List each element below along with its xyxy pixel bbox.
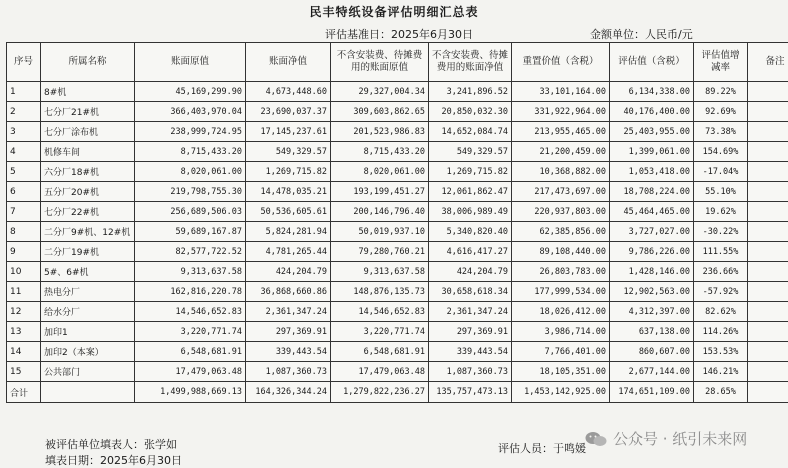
cell-replacement: 177,999,534.00 bbox=[512, 282, 610, 302]
table-row bbox=[7, 162, 788, 182]
cell-replacement: 331,922,964.00 bbox=[512, 102, 610, 122]
base-date: 评估基准日：2025年6月30日 bbox=[325, 28, 473, 41]
cell-rate: 92.69% bbox=[694, 102, 748, 122]
table-row bbox=[7, 82, 788, 102]
table-row bbox=[7, 222, 788, 242]
cell-remark bbox=[748, 322, 788, 342]
cell-excl-original: 14,546,652.83 bbox=[331, 302, 429, 322]
cell-replacement: 62,385,856.00 bbox=[512, 222, 610, 242]
cell-name: 8#机 bbox=[41, 82, 135, 102]
table-row bbox=[7, 122, 788, 142]
wechat-icon bbox=[585, 431, 607, 447]
cell-book-original: 366,403,970.04 bbox=[135, 102, 246, 122]
cell-replacement: 21,200,459.00 bbox=[512, 142, 610, 162]
total-appraised: 174,651,109.00 bbox=[610, 382, 694, 403]
cell-excl-original: 17,479,063.48 bbox=[331, 362, 429, 382]
cell-seq: 11 bbox=[7, 282, 41, 302]
cell-excl-net: 14,652,084.74 bbox=[429, 122, 512, 142]
cell-seq: 2 bbox=[7, 102, 41, 122]
cell-book-original: 8,020,061.00 bbox=[135, 162, 246, 182]
total-label: 合计 bbox=[7, 382, 41, 403]
cell-seq: 14 bbox=[7, 342, 41, 362]
header-seq: 序号 bbox=[7, 43, 41, 82]
cell-appraised: 860,607.00 bbox=[610, 342, 694, 362]
cell-excl-net: 424,204.79 bbox=[429, 262, 512, 282]
total-name-cell bbox=[41, 382, 135, 403]
cell-excl-net: 1,087,360.73 bbox=[429, 362, 512, 382]
cell-book-net: 549,329.57 bbox=[246, 142, 331, 162]
header-appraised: 评估值（含税） bbox=[610, 43, 694, 82]
valuation-table bbox=[6, 42, 788, 403]
cell-excl-net: 30,658,618.34 bbox=[429, 282, 512, 302]
cell-name: 二分厂9#机、12#机 bbox=[41, 222, 135, 242]
table-row bbox=[7, 282, 788, 302]
cell-book-net: 36,868,660.86 bbox=[246, 282, 331, 302]
cell-book-original: 59,689,167.87 bbox=[135, 222, 246, 242]
table-row bbox=[7, 322, 788, 342]
cell-book-original: 8,715,433.20 bbox=[135, 142, 246, 162]
cell-book-original: 162,816,220.78 bbox=[135, 282, 246, 302]
cell-replacement: 213,955,465.00 bbox=[512, 122, 610, 142]
header-excl-net: 不含安装费、待摊费用的账面净值 bbox=[429, 43, 512, 82]
cell-excl-net: 12,061,862.47 bbox=[429, 182, 512, 202]
cell-excl-net: 20,850,032.30 bbox=[429, 102, 512, 122]
cell-replacement: 3,986,714.00 bbox=[512, 322, 610, 342]
total-excl-original: 1,279,822,236.27 bbox=[331, 382, 429, 403]
cell-rate: 236.66% bbox=[694, 262, 748, 282]
currency-unit: 金额单位：人民币/元 bbox=[590, 28, 693, 41]
total-remark bbox=[748, 382, 788, 403]
cell-rate: 153.53% bbox=[694, 342, 748, 362]
cell-replacement: 10,368,882.00 bbox=[512, 162, 610, 182]
cell-remark bbox=[748, 222, 788, 242]
cell-excl-net: 4,616,417.27 bbox=[429, 242, 512, 262]
cell-appraised: 4,312,397.00 bbox=[610, 302, 694, 322]
cell-book-original: 3,220,771.74 bbox=[135, 322, 246, 342]
cell-appraised: 25,403,955.00 bbox=[610, 122, 694, 142]
cell-appraised: 45,464,465.00 bbox=[610, 202, 694, 222]
cell-rate: 55.10% bbox=[694, 182, 748, 202]
total-excl-net: 135,757,473.13 bbox=[429, 382, 512, 403]
table-row bbox=[7, 202, 788, 222]
cell-remark bbox=[748, 362, 788, 382]
table-row bbox=[7, 102, 788, 122]
cell-replacement: 217,473,697.00 bbox=[512, 182, 610, 202]
cell-remark bbox=[748, 102, 788, 122]
cell-excl-original: 8,020,061.00 bbox=[331, 162, 429, 182]
cell-seq: 4 bbox=[7, 142, 41, 162]
total-book-net: 164,326,344.24 bbox=[246, 382, 331, 403]
cell-remark bbox=[748, 162, 788, 182]
filler-label: 被评估单位填表人：张学如 bbox=[45, 438, 177, 451]
cell-excl-original: 9,313,637.58 bbox=[331, 262, 429, 282]
cell-appraised: 18,708,224.00 bbox=[610, 182, 694, 202]
cell-excl-net: 549,329.57 bbox=[429, 142, 512, 162]
cell-replacement: 26,803,783.00 bbox=[512, 262, 610, 282]
cell-remark bbox=[748, 282, 788, 302]
cell-excl-original: 309,603,862.65 bbox=[331, 102, 429, 122]
cell-seq: 12 bbox=[7, 302, 41, 322]
fill-date-label: 填表日期：2025年6月30日 bbox=[45, 454, 182, 467]
cell-book-net: 4,673,448.60 bbox=[246, 82, 331, 102]
cell-replacement: 7,766,401.00 bbox=[512, 342, 610, 362]
cell-name: 5#、6#机 bbox=[41, 262, 135, 282]
cell-excl-original: 201,523,986.83 bbox=[331, 122, 429, 142]
cell-remark bbox=[748, 342, 788, 362]
cell-excl-net: 339,443.54 bbox=[429, 342, 512, 362]
cell-seq: 15 bbox=[7, 362, 41, 382]
cell-rate: 146.21% bbox=[694, 362, 748, 382]
cell-remark bbox=[748, 202, 788, 222]
cell-remark bbox=[748, 82, 788, 102]
cell-appraised: 1,399,061.00 bbox=[610, 142, 694, 162]
cell-excl-net: 1,269,715.82 bbox=[429, 162, 512, 182]
table-row bbox=[7, 262, 788, 282]
header-change-rate: 评估值增减率 bbox=[694, 43, 748, 82]
cell-remark bbox=[748, 182, 788, 202]
cell-excl-net: 2,361,347.24 bbox=[429, 302, 512, 322]
cell-appraised: 12,902,563.00 bbox=[610, 282, 694, 302]
cell-appraised: 637,138.00 bbox=[610, 322, 694, 342]
cell-remark bbox=[748, 142, 788, 162]
cell-name: 六分厂18#机 bbox=[41, 162, 135, 182]
cell-appraised: 40,176,400.00 bbox=[610, 102, 694, 122]
cell-appraised: 6,134,338.00 bbox=[610, 82, 694, 102]
cell-replacement: 89,108,440.00 bbox=[512, 242, 610, 262]
cell-name: 热电分厂 bbox=[41, 282, 135, 302]
cell-excl-net: 3,241,896.52 bbox=[429, 82, 512, 102]
cell-book-original: 17,479,063.48 bbox=[135, 362, 246, 382]
cell-book-original: 238,999,724.95 bbox=[135, 122, 246, 142]
cell-book-original: 9,313,637.58 bbox=[135, 262, 246, 282]
cell-replacement: 33,101,164.00 bbox=[512, 82, 610, 102]
cell-rate: 111.55% bbox=[694, 242, 748, 262]
cell-excl-original: 193,199,451.27 bbox=[331, 182, 429, 202]
cell-book-original: 45,169,299.90 bbox=[135, 82, 246, 102]
total-replacement: 1,453,142,925.00 bbox=[512, 382, 610, 403]
table-row bbox=[7, 362, 788, 382]
cell-remark bbox=[748, 122, 788, 142]
cell-book-net: 2,361,347.24 bbox=[246, 302, 331, 322]
cell-book-net: 17,145,237.61 bbox=[246, 122, 331, 142]
cell-book-net: 4,781,265.44 bbox=[246, 242, 331, 262]
table-row bbox=[7, 142, 788, 162]
cell-book-original: 6,548,681.91 bbox=[135, 342, 246, 362]
cell-name: 给水分厂 bbox=[41, 302, 135, 322]
table-row bbox=[7, 182, 788, 202]
cell-appraised: 1,053,418.00 bbox=[610, 162, 694, 182]
cell-rate: -30.22% bbox=[694, 222, 748, 242]
page-title: 民丰特纸设备评估明细汇总表 bbox=[309, 5, 479, 19]
cell-excl-original: 3,220,771.74 bbox=[331, 322, 429, 342]
header-remark: 备注 bbox=[748, 43, 788, 82]
cell-name: 公共部门 bbox=[41, 362, 135, 382]
cell-replacement: 18,026,412.00 bbox=[512, 302, 610, 322]
cell-book-net: 14,478,035.21 bbox=[246, 182, 331, 202]
cell-book-net: 1,087,360.73 bbox=[246, 362, 331, 382]
cell-name: 二分厂19#机 bbox=[41, 242, 135, 262]
cell-book-net: 339,443.54 bbox=[246, 342, 331, 362]
cell-excl-net: 38,006,989.49 bbox=[429, 202, 512, 222]
cell-seq: 10 bbox=[7, 262, 41, 282]
cell-seq: 3 bbox=[7, 122, 41, 142]
table-body bbox=[7, 82, 788, 382]
cell-excl-net: 297,369.91 bbox=[429, 322, 512, 342]
cell-rate: -57.92% bbox=[694, 282, 748, 302]
cell-name: 机修车间 bbox=[41, 142, 135, 162]
table-header-row bbox=[7, 43, 788, 82]
cell-name: 加印1 bbox=[41, 322, 135, 342]
cell-excl-original: 29,327,004.34 bbox=[331, 82, 429, 102]
cell-appraised: 2,677,144.00 bbox=[610, 362, 694, 382]
cell-seq: 6 bbox=[7, 182, 41, 202]
cell-replacement: 18,105,351.00 bbox=[512, 362, 610, 382]
cell-book-net: 5,824,281.94 bbox=[246, 222, 331, 242]
cell-remark bbox=[748, 242, 788, 262]
cell-seq: 1 bbox=[7, 82, 41, 102]
cell-name: 加印2（本案） bbox=[41, 342, 135, 362]
cell-book-net: 1,269,715.82 bbox=[246, 162, 331, 182]
header-excl-original: 不含安装费、待摊费用的账面原值 bbox=[331, 43, 429, 82]
cell-book-net: 23,690,037.37 bbox=[246, 102, 331, 122]
cell-seq: 5 bbox=[7, 162, 41, 182]
cell-excl-original: 148,876,135.73 bbox=[331, 282, 429, 302]
header-book-original: 账面原值 bbox=[135, 43, 246, 82]
cell-book-net: 297,369.91 bbox=[246, 322, 331, 342]
total-book-original: 1,499,988,669.13 bbox=[135, 382, 246, 403]
cell-rate: 73.38% bbox=[694, 122, 748, 142]
cell-rate: 82.62% bbox=[694, 302, 748, 322]
cell-seq: 9 bbox=[7, 242, 41, 262]
cell-seq: 8 bbox=[7, 222, 41, 242]
cell-rate: 19.62% bbox=[694, 202, 748, 222]
cell-rate: 89.22% bbox=[694, 82, 748, 102]
watermark-text: 公众号 · 纸引未来网 bbox=[613, 430, 748, 448]
table-row bbox=[7, 302, 788, 322]
cell-name: 七分厂21#机 bbox=[41, 102, 135, 122]
cell-name: 七分厂涂布机 bbox=[41, 122, 135, 142]
cell-name: 五分厂20#机 bbox=[41, 182, 135, 202]
watermark bbox=[585, 428, 747, 449]
cell-book-original: 256,689,506.03 bbox=[135, 202, 246, 222]
cell-appraised: 9,786,226.00 bbox=[610, 242, 694, 262]
header-name: 所属名称 bbox=[41, 43, 135, 82]
cell-excl-original: 200,146,796.40 bbox=[331, 202, 429, 222]
appraiser-label: 评估人员：于鸣媛 bbox=[498, 442, 586, 455]
cell-appraised: 3,727,027.00 bbox=[610, 222, 694, 242]
cell-book-original: 219,798,755.30 bbox=[135, 182, 246, 202]
cell-book-net: 424,204.79 bbox=[246, 262, 331, 282]
cell-book-original: 14,546,652.83 bbox=[135, 302, 246, 322]
cell-name: 七分厂22#机 bbox=[41, 202, 135, 222]
cell-excl-original: 79,280,760.21 bbox=[331, 242, 429, 262]
cell-book-original: 82,577,722.52 bbox=[135, 242, 246, 262]
cell-excl-original: 8,715,433.20 bbox=[331, 142, 429, 162]
cell-excl-original: 50,019,937.10 bbox=[331, 222, 429, 242]
cell-book-net: 50,536,605.61 bbox=[246, 202, 331, 222]
table-row bbox=[7, 342, 788, 362]
cell-rate: 114.26% bbox=[694, 322, 748, 342]
cell-remark bbox=[748, 262, 788, 282]
cell-appraised: 1,428,146.00 bbox=[610, 262, 694, 282]
cell-remark bbox=[748, 302, 788, 322]
cell-seq: 7 bbox=[7, 202, 41, 222]
cell-rate: 154.69% bbox=[694, 142, 748, 162]
cell-excl-net: 5,340,820.40 bbox=[429, 222, 512, 242]
cell-excl-original: 6,548,681.91 bbox=[331, 342, 429, 362]
header-book-net: 账面净值 bbox=[246, 43, 331, 82]
cell-seq: 13 bbox=[7, 322, 41, 342]
total-rate: 28.65% bbox=[694, 382, 748, 403]
header-replacement: 重置价值（含税） bbox=[512, 43, 610, 82]
cell-replacement: 220,937,803.00 bbox=[512, 202, 610, 222]
table-row bbox=[7, 242, 788, 262]
cell-rate: -17.04% bbox=[694, 162, 748, 182]
total-row bbox=[7, 382, 788, 403]
